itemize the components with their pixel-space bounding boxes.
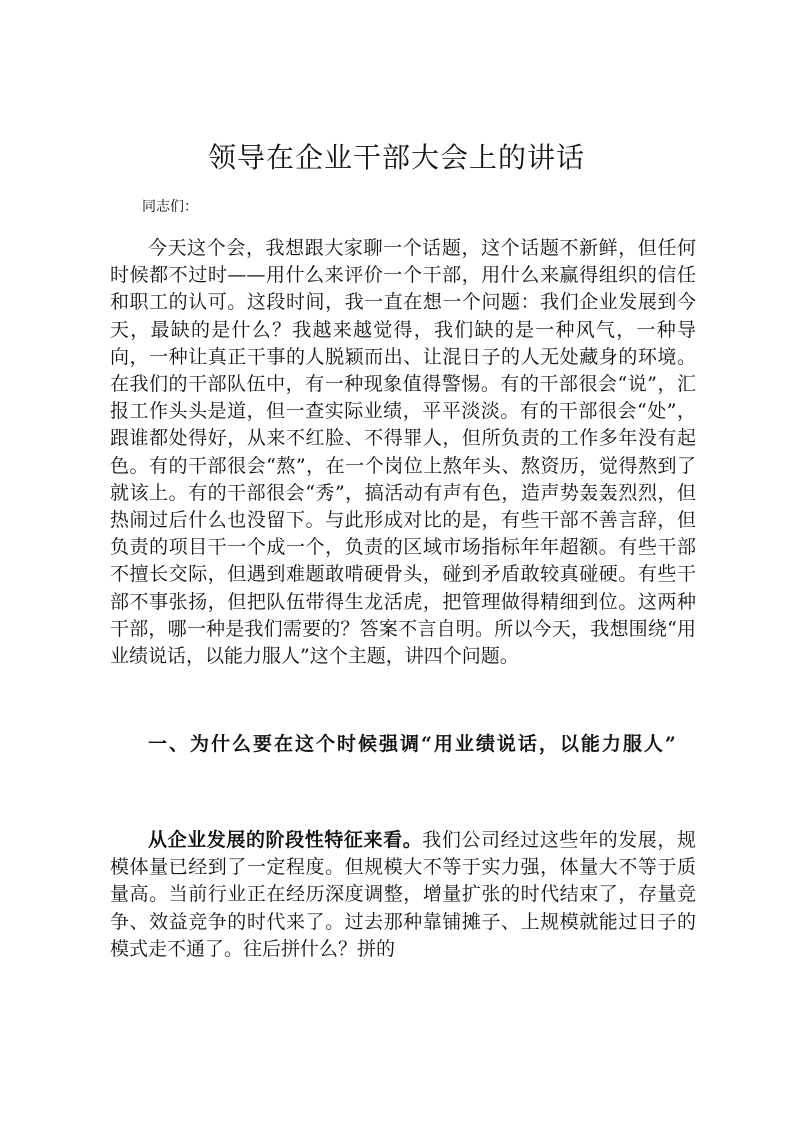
section-lead: 从企业发展的阶段性特征来看。 xyxy=(148,829,423,851)
section-body: 我们公司经过这些年的发展，规模体量已经到了一定程度。但规模大不等于实力强，体量大不等于质量高。当前行业正在经历深度调整，增量扩张的时代结束了，存量竞争、效益竞争的时代来了。过去那种靠铺摊子、上规模就能过日子的模式走不通了。往后拼什么？拼的 xyxy=(110,829,696,960)
greeting: 同志们： xyxy=(142,199,198,215)
intro-paragraph: 今天这个会，我想跟大家聊一个话题，这个话题不新鲜，但任何时候都不过时——用什么来评价一个干部，用什么来赢得组织的信任和职工的认可。这段时间，我一直在想一个问题：我们企业发展到今天，最缺的是什么？我越来越觉得，我们缺的是一种风气，一种导向，一种让真正干事的人脱颖而出、让混日子的人无处藏身的环境。在我们的干部队伍中，有一种现象值得警惕。有的干部很会“说”，汇报工作头头是道，但一查实际业绩，平平淡淡。有的干部很会“处”，跟谁都处得好，从来不红脸、不得罪人，但所负责的工作多年没有起色。有的干部很会“熬”，在一个岗位上熬年头、熬资历，觉得熬到了就该上。有的干部很会“秀”，搞活动有声有色，造声势轰轰烈烈，但热闹过后什么也没留下。与此形成对比的是，有些干部不善言辞，但负责的项目干一个成一个，负责的区域市场指标年年超额。有些干部不擅长交际，但遇到难题敢啃硬骨头，碰到矛盾敢较真碰硬。有些干部不事张扬，但把队伍带得生龙活虎，把管理做得精细到位。这两种干部，哪一种是我们需要的？答案不言自明。所以今天，我想围绕“用业绩说话，以能力服人”这个主题，讲四个问题。 xyxy=(110,237,696,668)
page-title: 领导在企业干部大会上的讲话 xyxy=(207,141,585,174)
section-heading: 一、为什么要在这个时候强调“用业绩说话，以能力服人” xyxy=(148,733,678,755)
section-paragraph xyxy=(110,827,696,963)
